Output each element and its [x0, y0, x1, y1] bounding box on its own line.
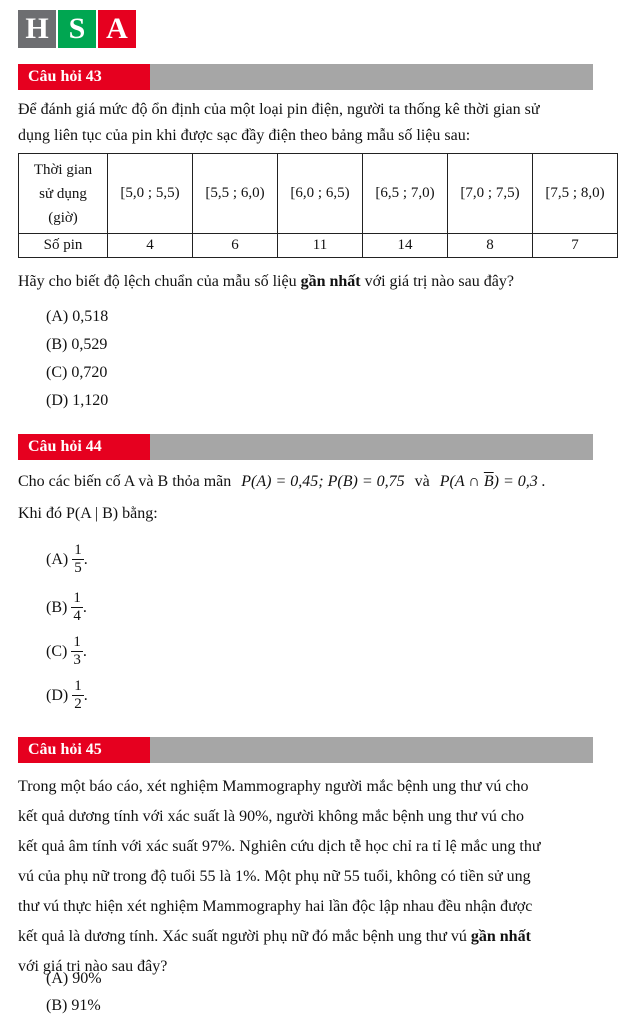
- question-43-line-1: Để đánh giá mức độ ổn định của một loại pin điện, người ta thống kê thời gian sử: [18, 101, 540, 118]
- q45-line-6: [18, 922, 618, 952]
- prompt-text: Hãy cho biết độ lệch chuẩn của mẫu số liệu: [18, 273, 301, 290]
- table-row-intervals: [19, 154, 618, 234]
- question-44-header: [18, 434, 593, 460]
- q45-line-2: kết quả dương tính với xác suất là 90%, người không mắc bệnh ung thư vú cho: [18, 808, 524, 825]
- option-letter: (A): [46, 550, 69, 568]
- denominator: 3: [73, 652, 81, 668]
- q44-option-a[interactable]: (A) $\frac{1}{5}$ .: [46, 542, 88, 576]
- q45-line-6-text: kết quả là dương tính. Xác suất người phụ nữ đó mắc bệnh ung thư vú: [18, 928, 471, 945]
- count-cell: 14: [363, 234, 448, 258]
- fraction: [71, 634, 83, 669]
- question-43-label: Câu hỏi 43: [18, 64, 150, 90]
- question-43-header: [18, 64, 593, 90]
- header-line-3: (giờ): [48, 209, 78, 226]
- q45-line-7: với giá trị nào sau đây?: [18, 958, 168, 975]
- q45-option-b[interactable]: (B) 91%: [46, 997, 101, 1014]
- count-cell: 11: [278, 234, 363, 258]
- q43-option-c[interactable]: (C) 0,720: [46, 364, 108, 381]
- q44-text: Cho các biến cố A và B thỏa mãn: [18, 473, 232, 490]
- question-44-line-1: [18, 470, 618, 494]
- logo-letter-h: H: [18, 10, 56, 48]
- table-row-counts: [19, 234, 618, 258]
- denominator: 5: [74, 560, 82, 576]
- numerator: 1: [73, 590, 81, 606]
- question-44-line-2: Khi đó P(A | B) bằng:: [18, 505, 158, 522]
- header-line-2: sử dụng: [39, 185, 87, 202]
- fraction: [71, 590, 83, 625]
- q44-formula-2: [440, 473, 546, 490]
- denominator: 2: [74, 696, 82, 712]
- interval-cell: [5,5 ; 6,0): [193, 154, 278, 234]
- q45-line-3: kết quả âm tính với xác suất 97%. Nghiên cứu dịch tễ học chỉ ra tỉ lệ mắc ung thư: [18, 838, 541, 855]
- option-letter: (C): [46, 642, 68, 660]
- q45-line-6-bold: gần nhất: [470, 928, 531, 945]
- fraction: [72, 678, 84, 713]
- q45-line-4: vú của phụ nữ trong độ tuổi 55 là 1%. Một phụ nữ 55 tuổi, không có tiền sử ung: [18, 868, 531, 885]
- q43-option-d[interactable]: (D) 1,120: [46, 392, 109, 409]
- question-43-line-2: dụng liên tục của pin khi được sạc đầy điện theo bảng mẫu số liệu sau:: [18, 127, 471, 144]
- q44-formula-1: P(A) = 0,45; P(B) = 0,75: [241, 473, 405, 490]
- q44-f2-part-a: P(A ∩: [439, 473, 484, 490]
- row-label-cell: Số pin: [19, 234, 108, 258]
- q44-f2-part-c: ) = 0,3 .: [493, 473, 546, 490]
- q44-and: và: [414, 473, 430, 490]
- q44-option-b[interactable]: (B) $\frac{1}{4}$ .: [46, 590, 87, 624]
- interval-cell: [5,0 ; 5,5): [108, 154, 193, 234]
- interval-cell: [6,0 ; 6,5): [278, 154, 363, 234]
- frequency-table: [18, 153, 618, 258]
- numerator: 1: [73, 634, 81, 650]
- q44-option-d[interactable]: (D) $\frac{1}{2}$ .: [46, 678, 88, 712]
- interval-cell: [6,5 ; 7,0): [363, 154, 448, 234]
- q44-f2-complement: $\overline{B}$: [483, 473, 494, 490]
- header-line-1: Thời gian: [33, 161, 93, 178]
- option-letter: (B): [46, 598, 68, 616]
- numerator: 1: [74, 542, 82, 558]
- question-45-label: Câu hỏi 45: [18, 737, 150, 763]
- table-header-cell: [19, 154, 108, 234]
- q45-line-5: thư vú thực hiện xét nghiệm Mammography hai lần độc lập nhau đều nhận được: [18, 898, 533, 915]
- q45-line-1: Trong một báo cáo, xét nghiệm Mammography người mắc bệnh ung thư vú cho: [18, 778, 529, 795]
- numerator: 1: [74, 678, 82, 694]
- logo-letter-s: S: [58, 10, 96, 48]
- q45-option-a[interactable]: (A) 90%: [46, 970, 102, 987]
- count-cell: 8: [448, 234, 533, 258]
- option-letter: (D): [46, 686, 69, 704]
- interval-cell: [7,5 ; 8,0): [533, 154, 618, 234]
- count-cell: 6: [193, 234, 278, 258]
- q44-option-c[interactable]: (C) $\frac{1}{3}$ .: [46, 634, 87, 668]
- question-45-body: [18, 772, 618, 982]
- logo-letter-a: A: [98, 10, 136, 48]
- prompt-bold: gần nhất: [300, 273, 361, 290]
- q43-option-a[interactable]: (A) 0,518: [46, 308, 109, 325]
- fraction: [72, 542, 84, 577]
- denominator: 4: [73, 608, 81, 624]
- hsa-logo: [18, 10, 138, 48]
- question-45-header: [18, 737, 593, 763]
- question-44-label: Câu hỏi 44: [18, 434, 150, 460]
- count-cell: 7: [533, 234, 618, 258]
- interval-cell: [7,0 ; 7,5): [448, 154, 533, 234]
- count-cell: 4: [108, 234, 193, 258]
- q43-option-b[interactable]: (B) 0,529: [46, 336, 108, 353]
- question-43-prompt: [18, 270, 618, 294]
- prompt-text-end: với giá trị nào sau đây?: [360, 273, 514, 290]
